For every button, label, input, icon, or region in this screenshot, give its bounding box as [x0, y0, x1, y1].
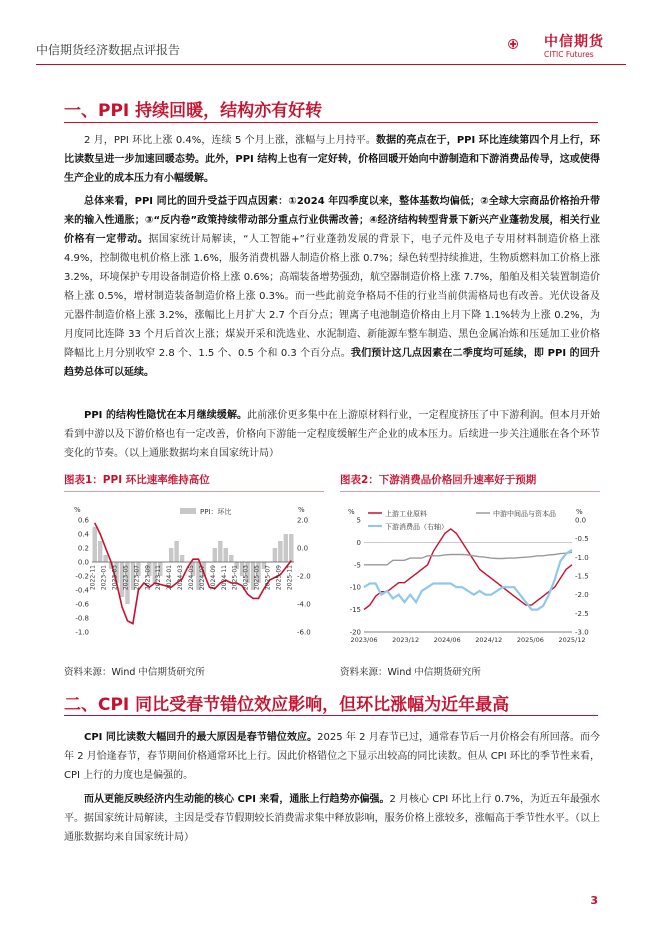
chart-1-x-tick: 2025-09	[275, 565, 283, 591]
s2p1-bold: CPI 同比读数大幅回升的最大原因是春节错位效应。	[84, 732, 318, 743]
chart-1-x-tick: 2025-07	[264, 565, 272, 591]
s2p2-bold: 而从更能反映经济内生动能的核心 CPI 来看，通胀上行趋势亦偏强。	[84, 794, 390, 805]
chart-2-left-tick: 5	[356, 516, 361, 525]
chart-1-left-tick: 0.6	[77, 516, 89, 525]
chart-2-right-tick: 0.0	[575, 516, 587, 525]
logo-chinese-name: 中信期货	[544, 34, 604, 50]
chart-2-x-tick: 2023/06	[350, 636, 378, 644]
chart-1-bar	[229, 555, 233, 562]
p3-bold: PPI 的结构性隐忧在本月继续缓解。	[84, 410, 248, 421]
chart-1-bar	[174, 541, 178, 562]
chart-1-bar	[284, 534, 288, 562]
chart-2-x-tick: 2024/06	[433, 636, 461, 644]
chart-1-left-tick: -0.2	[75, 572, 89, 581]
chart-2-left-tick: -15	[349, 606, 361, 615]
section-2-title: 二、CPI 同比受春节错位效应影响，但环比涨幅为近年最高	[64, 695, 510, 715]
chart-1-left-tick: 0.2	[77, 544, 89, 553]
chart-1-x-tick: 2023-09	[144, 565, 152, 591]
chart-1-left-tick: 0.4	[77, 530, 89, 539]
chart-2-right-tick: -1.5	[575, 572, 589, 581]
chart-2-right-tick: -2.0	[575, 591, 589, 600]
chart-2-line-series-2	[364, 552, 572, 565]
p3-plain: 此前涨价更多集中在上游原材料行业，一定程度挤压了中下游利润。但本月开始看到中游以及下游价格也有一定改善，价格向下游能一定程度缓解生产企业的成本压力。后续进一步关注通胀在各个环节变化的节奏。（以上通胀数据均来自国家统计局）	[64, 410, 600, 459]
chart-1-x-tick: 2024-07	[198, 565, 206, 591]
p2-bold-a: 总体来看，PPI 同比的回升受益于四点因素：①2024 年四季度以来，整体基数均偏低；②全球大宗商品价格抬升带来的输入性通胀；③“反内卷”政策持续带动部分重点行业供需改善；④经济结构转型背景下新兴产业蓬勃发展，相关行业价格有一定带动。	[64, 196, 600, 245]
chart-1-right-tick: 0.0	[297, 544, 309, 553]
chart-2-right-tick: -0.5	[575, 535, 589, 544]
section-2-paragraph-2	[64, 790, 600, 847]
chart-1-x-tick: 2024-11	[220, 565, 228, 591]
chart-2-legend-a: 上游工业原料	[385, 510, 427, 518]
chart-1-source: 资料来源：Wind 中信期货研究所	[64, 667, 205, 678]
chart-2-legend-b: 中游中间品与资本品	[493, 510, 556, 518]
chart-1-x-tick: 2023-03	[111, 565, 119, 591]
chart-1-x-tick: 2023-07	[133, 565, 141, 591]
chart-1-legend-label: PPI：环比	[200, 508, 232, 516]
chart-2-left-tick: -5	[354, 561, 361, 570]
chart-1-title-rule	[64, 491, 324, 492]
section-1-paragraph-3	[64, 406, 600, 463]
chart-2-right-tick: -2.5	[575, 609, 589, 618]
p2-bold-c: 我们预计这几点因素在二季度均可延续，即 PPI 的回升趋势总体可以延续。	[64, 348, 601, 378]
chart-1-x-tick: 2025-03	[242, 565, 250, 591]
section-2-paragraph-1	[64, 728, 600, 785]
p1-bold: 数据的亮点在于，PPI 环比连续第四个月上行，环比读数呈进一步加速回暖态势。此外，PPI 结构上也有一定好转，价格回暖开始向中游制造和下游消费品传导，这或使得生产企业的成本压力有小幅缓解。	[64, 135, 600, 184]
chart-2-source: 资料来源：Wind 中信期货研究所	[340, 667, 481, 678]
chart-1-x-tick: 2023-11	[155, 565, 163, 591]
chart-2-x-tick: 2024/12	[475, 636, 503, 644]
chart-1-right-tick: -2.0	[297, 572, 311, 581]
chart-1-x-tick: 2025-05	[253, 565, 261, 591]
chart-2-left-tick: -20	[349, 628, 361, 637]
chart-1-right-unit: %	[298, 506, 305, 514]
chart-1-left-tick: -0.8	[75, 614, 89, 623]
section-1-title: 一、PPI 持续回暖，结构亦有好转	[64, 101, 323, 121]
chart-1-bar	[278, 541, 282, 562]
logo-english-name: CITIC Futures	[544, 50, 594, 59]
chart-1-bar	[218, 541, 222, 562]
chart-1-right-tick: -4.0	[297, 600, 311, 609]
p1-plain: 2 月，PPI 环比上涨 0.4%，连续 5 个月上涨，涨幅与上月持平。	[84, 135, 376, 146]
chart-1-left-tick: -0.6	[75, 600, 89, 609]
chart-1-svg	[62, 500, 324, 660]
chart-2-right-tick: -1.0	[575, 553, 589, 562]
chart-1-x-tick: 2024-05	[188, 565, 195, 591]
chart-1-x-tick: 2023-05	[122, 565, 130, 591]
chart-1-bar	[289, 534, 293, 562]
chart-1-right-tick: -6.0	[297, 628, 311, 637]
chart-1-bar	[93, 527, 97, 562]
chart-1-bar	[224, 548, 228, 562]
chart-1-left-unit: %	[74, 506, 81, 514]
chart-1-x-tick: 2023-01	[100, 565, 108, 591]
chart-1-title: 图表1：PPI 环比速率维持高位	[64, 474, 210, 486]
section-1-paragraph-2	[64, 192, 600, 382]
chart-1-x-tick: 2024-03	[177, 565, 185, 591]
chart-1-right-tick: 2.0	[297, 516, 309, 525]
chart-2-left-tick: -10	[349, 583, 361, 592]
s2p2-plain: 2 月核心 CPI 环比上行 0.7%，为近五年最强水平。据国家统计局解读，主因是受春节假期较长消费需求集中释放影响，服务价格上涨较多，涨幅高于季节性水平。（以上通胀数据均来自国家统计局）	[64, 794, 600, 843]
chart-1-bar	[180, 555, 184, 562]
chart-1-left-tick: 0.0	[77, 558, 89, 567]
section-1-paragraph-1	[64, 131, 600, 188]
chart-1-x-tick: 2024-09	[209, 565, 217, 591]
chart-2-title-rule	[340, 491, 600, 492]
page-number: 3	[590, 894, 598, 907]
chart-2-x-tick: 2023/12	[392, 636, 420, 644]
chart-1-bar	[273, 548, 277, 562]
citic-logo-icon	[508, 27, 544, 61]
section-2-rule	[64, 715, 598, 716]
section-1-rule	[64, 122, 598, 123]
chart-1-x-tick: 2022-11	[89, 565, 97, 591]
header-divider	[36, 64, 626, 65]
chart-2-right-tick: -3.0	[575, 628, 589, 637]
chart-1-left-tick: -1.0	[75, 628, 89, 637]
chart-2-line-series-3	[364, 550, 572, 610]
chart-2-x-tick: 2025/12	[558, 636, 586, 644]
p2-plain: 据国家统计局解读，“人工智能+”行业蓬勃发展的背景下，电子元件及电子专用材料制造价格上涨 4.9%，控制微电机价格上涨 1.6%，服务消费机器人制造价格上涨 0.7%；绿色转型持续推进，生物质燃料加工价格上涨 3.2%，环境保护专用设备制造价格上涨 0.6%；高端装备增势强劲，航空器制造价格上涨 7.7%，船舶及相关装置制造价格上涨 0.5%，增材制造装备制造价格上涨 0.3%。而一些此前竞争格局不佳的行业当前供需格局也有改善。光伏设备及元器件制造价格上涨 3.2%，涨幅比上月扩大 2.7 个百分点；锂离子电池制造价格由上月下降 1.1%转为上涨 0.2%，为月度同比连降 33 个月后首次上涨；煤炭开采和洗选业、水泥制造、新能源车整车制造、黑色金属冶炼和压延加工业价格降幅比上月分别收窄 2.8 个、1.5 个、0.5 个和 0.3 个百分点。	[64, 234, 601, 359]
chart-2-svg	[338, 500, 600, 660]
chart-1-bar	[103, 555, 107, 562]
chart-1-legend-swatch	[180, 508, 196, 514]
chart-1-left-tick: -0.4	[75, 586, 89, 595]
s2p1-plain: 2025 年 2 月春节已过，通常春节后一月价格会有所回落。而今年 2 月恰逢春节，春节期间价格通常环比上行。因此价格错位之下显示出较高的同比读数。但从 CPI 环比的季节性来看，CPI 上行的力度也是偏强的。	[64, 732, 600, 781]
chart-2-left-unit: %	[348, 508, 355, 516]
chart-2-x-tick: 2025/06	[516, 636, 544, 644]
chart-1-bar	[213, 548, 217, 562]
chart-1-x-tick: 2025-01	[231, 565, 239, 591]
chart-2-right-unit: %	[576, 508, 583, 516]
report-header-title: 中信期货经济数据点评报告	[36, 43, 181, 57]
chart-1-x-tick: 2025-11	[286, 565, 294, 591]
chart-2-left-tick: 0	[356, 538, 361, 547]
chart-1-bar	[169, 548, 173, 562]
chart-1-x-tick: 2024-01	[166, 565, 174, 591]
chart-2-legend-c: 下游消费品（右轴）	[385, 523, 448, 531]
chart-1-bar	[98, 541, 102, 562]
chart-2-title: 图表2：下游消费品价格回升速率好于预期	[340, 474, 537, 486]
